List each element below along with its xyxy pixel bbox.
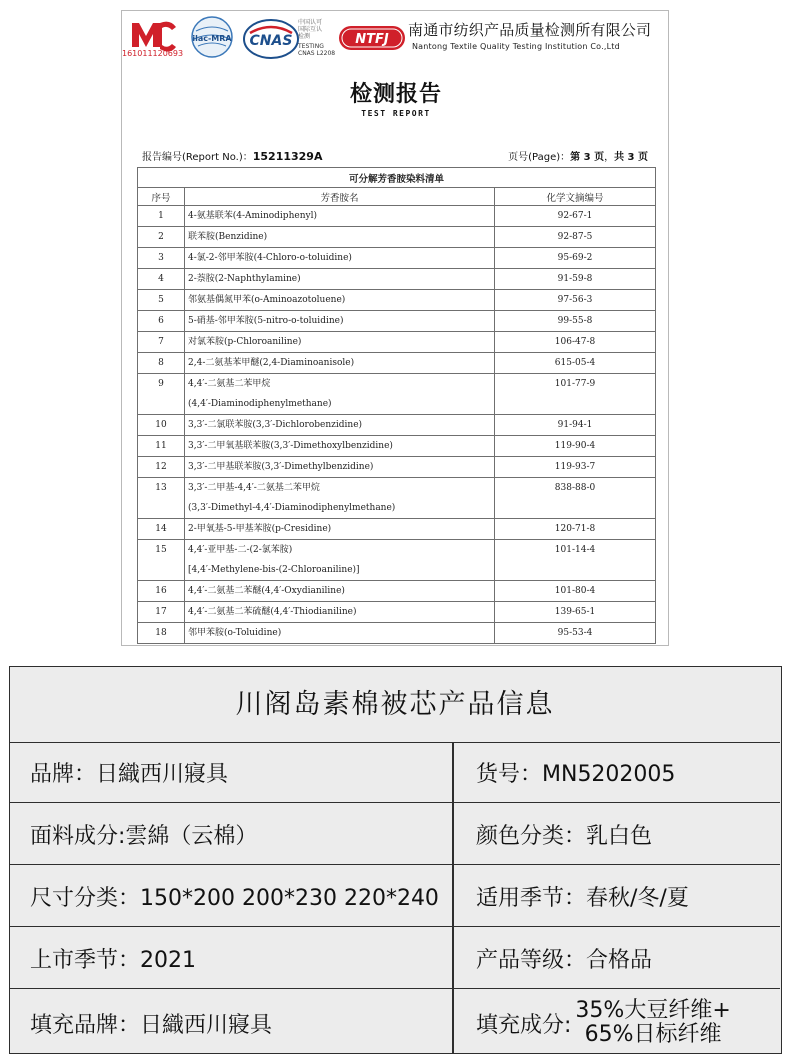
- amine-name-line: 邻甲苯胺(o-Toluidine): [188, 628, 282, 638]
- grade-cell: 产品等级：合格品: [476, 948, 653, 973]
- amine-name-line: 2,4-二氨基苯甲醚(2,4-Diaminoanisole): [188, 358, 355, 368]
- item-number-cell: 货号：MN5202005: [476, 762, 676, 787]
- table-row: [138, 602, 656, 623]
- amine-name: [185, 581, 495, 602]
- filling-composition-cell: [476, 991, 776, 1054]
- amine-name: [185, 519, 495, 540]
- filling-composition-line-1: 35%大豆纤维+: [575, 998, 731, 1023]
- amine-name-line: 对氯苯胺(p-Chloroaniline): [188, 337, 302, 347]
- certification-logos: [122, 13, 669, 71]
- info-row-launch: [10, 929, 780, 989]
- ntfj-text: NTFJ: [355, 32, 389, 47]
- amine-name-line-2: (4,4′-Diaminodiphenylmethane): [188, 399, 332, 409]
- cas-number: 91-59-8: [495, 269, 656, 290]
- cas-number: 92-87-5: [495, 227, 656, 248]
- cas-number: 101-80-4: [495, 581, 656, 602]
- color-cell: 颜色分类：乳白色: [476, 824, 653, 849]
- cas-number: 95-53-4: [495, 623, 656, 644]
- amine-name: [185, 540, 495, 581]
- info-row-fabric: [10, 805, 780, 865]
- page-total: 共 3 页: [614, 152, 648, 163]
- ilac-mra-logo: [190, 15, 234, 59]
- cas-number: 91-94-1: [495, 415, 656, 436]
- amine-name: [185, 478, 495, 519]
- cas-number: 119-90-4: [495, 436, 656, 457]
- row-number: 17: [138, 602, 185, 623]
- amine-name-line: 3,3′-二甲基联苯胺(3,3′-Dimethylbenzidine): [188, 462, 374, 472]
- filling-composition-label: 填充成分:: [476, 1012, 572, 1038]
- amine-name-line: 3,3′-二甲氧基联苯胺(3,3′-Dimethoxylbenzidine): [188, 441, 393, 451]
- info-row-size: [10, 867, 780, 927]
- row-number: 1: [138, 206, 185, 227]
- season-cell: 适用季节：春秋/冬/夏: [476, 886, 689, 911]
- product-info-title: 川阁岛素棉被芯产品信息: [10, 667, 780, 743]
- amine-name: [185, 415, 495, 436]
- cas-number: 95-69-2: [495, 248, 656, 269]
- table-row: [138, 581, 656, 602]
- fabric-cell: 面料成分:雲綿（云棉）: [30, 824, 258, 849]
- row-number: 6: [138, 311, 185, 332]
- amine-name: [185, 374, 495, 415]
- test-report-document: [121, 10, 669, 646]
- table-row: [138, 311, 656, 332]
- column-header-cas: 化学文摘编号: [495, 188, 656, 206]
- amine-name: [185, 311, 495, 332]
- cnas-number: TESTING CNAS L2208: [298, 43, 336, 57]
- amine-name-line: 5-硝基-邻甲苯胺(5-nitro-o-toluidine): [188, 316, 344, 326]
- amine-name-line: 2-萘胺(2-Naphthylamine): [188, 274, 301, 284]
- amine-name: [185, 227, 495, 248]
- launch-season-cell: 上市季节：2021: [30, 948, 196, 973]
- product-info-table: [9, 666, 782, 1054]
- row-number: 13: [138, 478, 185, 519]
- cas-number: 99-55-8: [495, 311, 656, 332]
- row-number: 2: [138, 227, 185, 248]
- filling-composition-value: [575, 999, 730, 1047]
- table-row: [138, 227, 656, 248]
- amine-name: [185, 206, 495, 227]
- institution-name-cn: 南通市纺织产品质量检测所有限公司: [408, 21, 652, 39]
- table-row: [138, 415, 656, 436]
- amine-name: [185, 602, 495, 623]
- amine-name-line: 3,3′-二氯联苯胺(3,3′-Dichlorobenzidine): [188, 420, 363, 430]
- table-caption: 可分解芳香胺染料清单: [138, 168, 656, 188]
- ntfj-logo: [338, 25, 406, 51]
- amine-name-line: 4,4′-二氨基二苯醚(4,4′-Oxydianiline): [188, 586, 345, 596]
- cas-number: 139-65-1: [495, 602, 656, 623]
- amine-name-line-2: (3,3′-Dimethyl-4,4′-Diaminodiphenylmethane): [188, 503, 396, 513]
- row-number: 3: [138, 248, 185, 269]
- cma-number: 161011120693: [122, 49, 184, 58]
- amine-name-line-2: [4,4′-Methylene-bis-(2-Chloroaniline)]: [188, 565, 360, 575]
- amine-name: [185, 353, 495, 374]
- amine-name-line: 4-氯-2-邻甲苯胺(4-Chloro-o-toluidine): [188, 253, 352, 263]
- table-row: [138, 436, 656, 457]
- report-number-value: 15211329A: [252, 150, 323, 163]
- table-body: [138, 206, 656, 644]
- row-number: 4: [138, 269, 185, 290]
- page-separator: ，: [604, 152, 615, 163]
- amine-name: [185, 248, 495, 269]
- institution-name-en: Nantong Textile Quality Testing Institution Co.,Ltd: [412, 42, 620, 51]
- amine-name: [185, 623, 495, 644]
- column-header-no: 序号: [138, 188, 185, 206]
- cnas-logo: [242, 17, 300, 61]
- row-number: 7: [138, 332, 185, 353]
- table-row: [138, 540, 656, 581]
- table-row: [138, 478, 656, 519]
- table-row: [138, 374, 656, 415]
- info-row-brand: [10, 743, 780, 803]
- row-number: 18: [138, 623, 185, 644]
- row-number: 11: [138, 436, 185, 457]
- cas-number: 120-71-8: [495, 519, 656, 540]
- table-row: [138, 332, 656, 353]
- amine-name-line: 4,4′-二氨基二苯甲烷: [188, 379, 271, 389]
- table-row: [138, 269, 656, 290]
- cas-number: 101-77-9: [495, 374, 656, 415]
- page-current: 第 3 页: [570, 152, 605, 163]
- table-row: [138, 206, 656, 227]
- cas-number: 97-56-3: [495, 290, 656, 311]
- row-number: 5: [138, 290, 185, 311]
- table-row: [138, 519, 656, 540]
- amine-name-line: 4-氨基联苯(4-Aminodiphenyl): [188, 211, 317, 221]
- amine-name-line: 2-甲氧基-5-甲基苯胺(p-Cresidine): [188, 524, 332, 534]
- cas-number: 101-14-4: [495, 540, 656, 581]
- row-number: 8: [138, 353, 185, 374]
- cas-number: 615-05-4: [495, 353, 656, 374]
- report-number-label: 报告编号(Report No.)：: [142, 152, 253, 163]
- cas-number: 838-88-0: [495, 478, 656, 519]
- amine-name-line: 4,4′-亚甲基-二-(2-氯苯胺): [188, 545, 293, 555]
- cas-number: 92-67-1: [495, 206, 656, 227]
- filling-composition-line-2: 65%日标纤维: [584, 1022, 722, 1047]
- table-row: [138, 353, 656, 374]
- page-label: 页号(Page)：: [508, 152, 571, 163]
- row-number: 9: [138, 374, 185, 415]
- amine-name-line: 邻氨基偶氮甲苯(o-Aminoazotoluene): [188, 295, 346, 305]
- table-row: [138, 457, 656, 478]
- info-row-filling: [10, 991, 780, 1054]
- table-row: [138, 248, 656, 269]
- row-number: 12: [138, 457, 185, 478]
- amine-name: [185, 436, 495, 457]
- report-page: [508, 148, 648, 163]
- amine-name: [185, 269, 495, 290]
- column-header-name: 芳香胺名: [185, 188, 495, 206]
- cnas-cn-label: 中国认可 国际互认 检测: [298, 19, 323, 40]
- row-number: 15: [138, 540, 185, 581]
- cas-number: 119-93-7: [495, 457, 656, 478]
- row-number: 16: [138, 581, 185, 602]
- report-title: 检测报告: [349, 82, 442, 107]
- amine-name: [185, 332, 495, 353]
- amine-name-line: 联苯胺(Benzidine): [188, 232, 268, 242]
- size-cell: 尺寸分类：150*200 200*230 220*240: [30, 886, 439, 911]
- filling-brand-cell: 填充品牌：日織西川寢具: [30, 1012, 273, 1038]
- report-subtitle: TEST REPORT: [361, 109, 431, 118]
- row-number: 14: [138, 519, 185, 540]
- amine-name: [185, 290, 495, 311]
- amine-name-line: 4,4′-二氨基二苯硫醚(4,4′-Thiodianiline): [188, 607, 357, 617]
- cas-number: 106-47-8: [495, 332, 656, 353]
- amine-name-line: 3,3′-二甲基-4,4′-二氨基二苯甲烷: [188, 483, 320, 493]
- ilac-text: ilac-MRA: [192, 34, 232, 43]
- brand-cell: 品牌：日織西川寢具: [30, 762, 229, 787]
- report-number: [142, 148, 322, 163]
- aromatic-amine-table: [137, 167, 656, 644]
- amine-name: [185, 457, 495, 478]
- row-number: 10: [138, 415, 185, 436]
- cnas-text: CNAS: [249, 33, 293, 49]
- table-row: [138, 290, 656, 311]
- table-row: [138, 623, 656, 644]
